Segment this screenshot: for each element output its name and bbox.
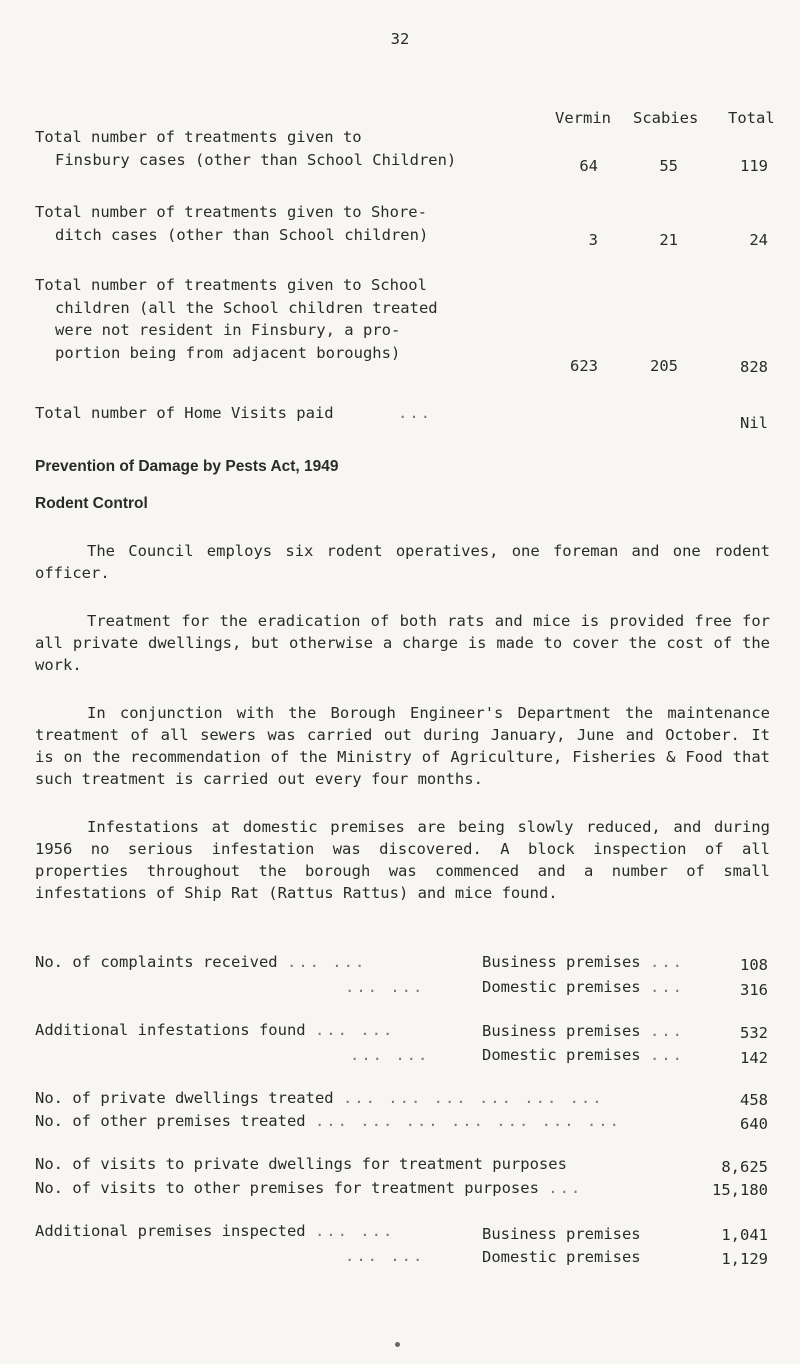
private-treated-label: No. of private dwellings treated ... ... ... ... ... ... <box>35 1089 604 1107</box>
table-cell-scabies: 21 <box>659 231 678 249</box>
visits-private-value: 8,625 <box>721 1158 768 1176</box>
category-domestic: Domestic premises ... <box>482 1046 684 1064</box>
other-treated-label: No. of other premises treated ... ... ... ... ... ... ... <box>35 1112 621 1130</box>
table-row-label: Total number of treatments given to School children (all the School children treated were not resident in Finsbury, a pro- portion being from adjacent boroughs) <box>35 276 438 362</box>
paragraph: In conjunction with the Borough Engineer's Department the maintenance treatment of all sewers was carried out during January, June and October. It is on the recommendation of the Ministry of Agriculture, Fisheries & Food that such treatment is carried out every four months. <box>35 704 770 788</box>
column-header-total: Total <box>728 109 775 127</box>
infestations-domestic-value: 142 <box>740 1049 768 1067</box>
category-domestic: Domestic premises ... <box>482 978 684 996</box>
leader-dots: ... ... <box>345 978 425 996</box>
leader-dots: ... ... <box>350 1046 430 1064</box>
page-number: 32 <box>390 30 410 48</box>
ink-speck <box>395 1342 400 1347</box>
complaints-business-value: 108 <box>740 956 768 974</box>
table-cell-vermin: 623 <box>570 357 598 375</box>
column-header-vermin: Vermin <box>555 109 611 127</box>
act-heading: Prevention of Damage by Pests Act, 1949 <box>35 458 339 475</box>
leader-dots: ... ... <box>345 1247 425 1265</box>
table-row-label: Total number of treatments given to Finsbury cases (other than School Children) <box>35 128 457 169</box>
table-cell-vermin: 64 <box>579 157 598 175</box>
table-row-label: Total number of treatments given to Shore- ditch cases (other than School children) <box>35 203 429 244</box>
table-cell-total: 828 <box>740 358 768 376</box>
other-treated-value: 640 <box>740 1115 768 1133</box>
leader-dots: ... <box>398 404 432 422</box>
category-business: Business premises ... <box>482 1022 684 1040</box>
table-cell-total: 24 <box>749 231 768 249</box>
column-header-scabies: Scabies <box>633 109 699 127</box>
home-visits-value: Nil <box>740 414 768 432</box>
infestations-business-value: 532 <box>740 1024 768 1042</box>
complaints-domestic-value: 316 <box>740 981 768 999</box>
visits-other-value: 15,180 <box>712 1181 768 1199</box>
home-visits-label: Total number of Home Visits paid <box>35 404 334 422</box>
paragraph: Infestations at domestic premises are being slowly reduced, and during 1956 no serious infestation was discovered. A block inspection of all properties throughout the borough was commenced and a number of small infestations of Ship Rat (Rattus Rattus) and mice found. <box>35 818 770 902</box>
visits-other-label: No. of visits to other premises for treatment purposes ... <box>35 1179 583 1197</box>
inspected-business-value: 1,041 <box>721 1226 768 1244</box>
visits-private-label: No. of visits to private dwellings for treatment purposes <box>35 1155 567 1173</box>
inspected-domestic-value: 1,129 <box>721 1250 768 1268</box>
paragraph: Treatment for the eradication of both rats and mice is provided free for all private dwellings, but otherwise a charge is made to cover the cost of the work. <box>35 612 770 674</box>
complaints-label: No. of complaints received ... ... <box>35 953 367 971</box>
table-cell-scabies: 205 <box>650 357 678 375</box>
private-treated-value: 458 <box>740 1091 768 1109</box>
category-domestic: Domestic premises <box>482 1248 641 1266</box>
category-business: Business premises <box>482 1225 641 1243</box>
infestations-label: Additional infestations found ... ... <box>35 1021 395 1039</box>
table-cell-scabies: 55 <box>659 157 678 175</box>
inspected-label: Additional premises inspected ... ... <box>35 1222 395 1240</box>
table-cell-vermin: 3 <box>588 231 598 249</box>
paragraph: The Council employs six rodent operatives, one foreman and one rodent officer. <box>35 542 770 582</box>
category-business: Business premises ... <box>482 953 684 971</box>
section-heading: Rodent Control <box>35 495 148 512</box>
table-cell-total: 119 <box>740 157 768 175</box>
